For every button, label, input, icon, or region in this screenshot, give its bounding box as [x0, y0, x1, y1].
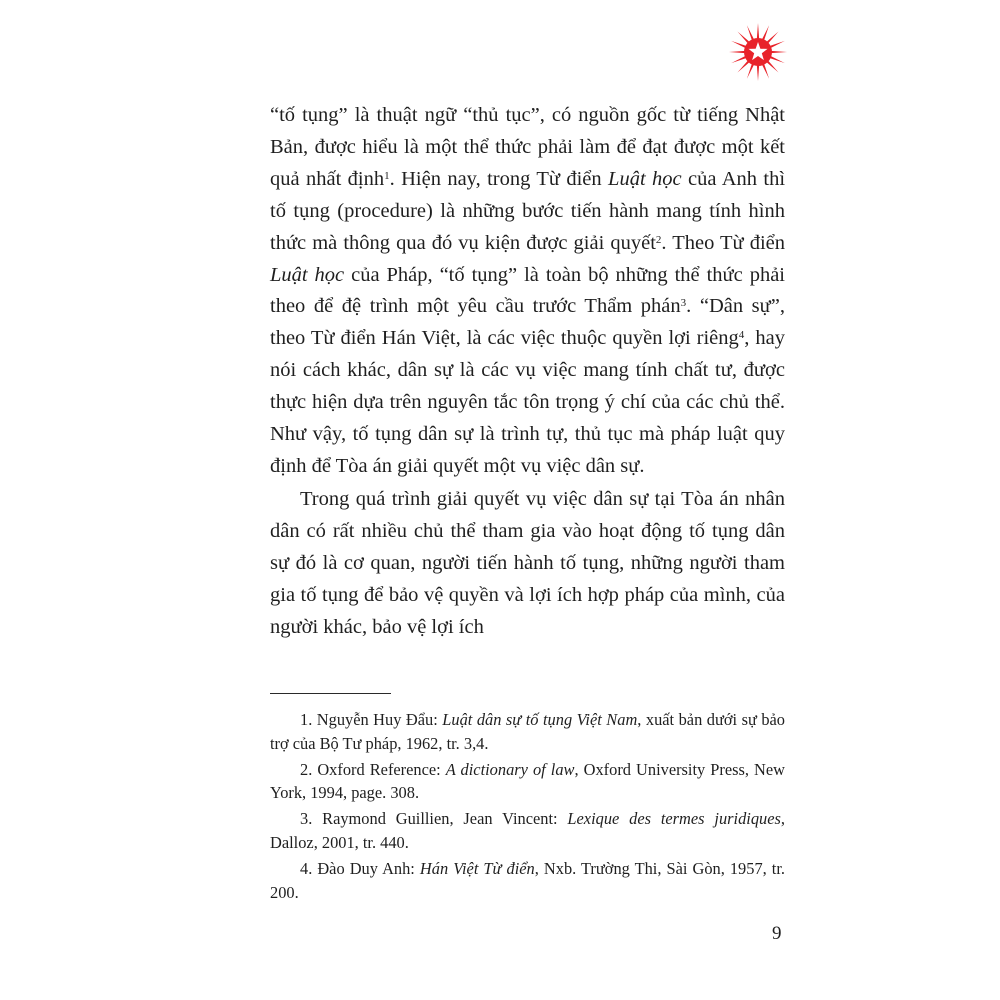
- footnote-ref-2: 2: [655, 233, 662, 246]
- footnote-3: 3. Raymond Guillien, Jean Vincent: Lexique des termes juridiques, Dalloz, 2001, tr. 440.: [270, 809, 785, 852]
- red-star-emblem-icon: [728, 22, 788, 82]
- footnote-divider: [270, 693, 391, 694]
- footnote-1: 1. Nguyễn Huy Đẩu: Luật dân sự tố tụng Việt Nam, xuất bản dưới sự bảo trợ của Bộ Tư pháp, 1962, tr. 3,4.: [270, 710, 785, 753]
- footnote-ref-3: 3: [680, 297, 687, 310]
- footnote-4: 4. Đào Duy Anh: Hán Việt Từ điển, Nxb. Trường Thi, Sài Gòn, 1957, tr. 200.: [270, 858, 785, 902]
- page-number: 9: [772, 923, 782, 944]
- paragraph-2: Trong quá trình giải quyết vụ việc dân sự tại Tòa án nhân dân có rất nhiều chủ thể tham gia vào hoạt động tố tụng dân sự đó là cơ quan, người tiến hành tố tụng, những người tham gia tố tụng để bảo vệ quyền và lợi ích hợp pháp của mình, của người khác, bảo vệ lợi ích: [270, 487, 785, 638]
- footnote-ref-1: 1: [384, 169, 390, 182]
- body-text: [270, 100, 785, 643]
- footnote-2: 2. Oxford Reference: A dictionary of law, Oxford University Press, New York, 1994, page. 308.: [270, 759, 785, 803]
- footnote-ref-4: 4: [738, 329, 745, 342]
- paragraph-1: “tố tụng” là thuật ngữ “thủ tục”, có nguồn gốc từ tiếng Nhật Bản, được hiểu là một thể thức phải làm để đạt được một kết quả nhất định$^1$. Hiện nay, trong Từ điển Luật học của Anh thì tố tụng (procedure) là những bước tiến hành mang tính hình thức mà thông qua đó vụ kiện được giải quyết$^2$. Theo Từ điển Luật học của Pháp, “tố tụng” là toàn bộ những thể thức phải theo để đệ trình một yêu cầu trước Thẩm phán$^3$. “Dân sự”, theo Từ điển Hán Việt, là các việc thuộc quyền lợi riêng$^4$, hay nói cách khác, dân sự là các vụ việc mang tính chất tư, được thực hiện dựa trên nguyên tắc tôn trọng ý chí của các chủ thể. Như vậy, tố tụng dân sự là trình tự, thủ tục mà pháp luật quy định để Tòa án giải quyết một vụ việc dân sự.: [270, 104, 786, 477]
- footnotes: [270, 708, 785, 906]
